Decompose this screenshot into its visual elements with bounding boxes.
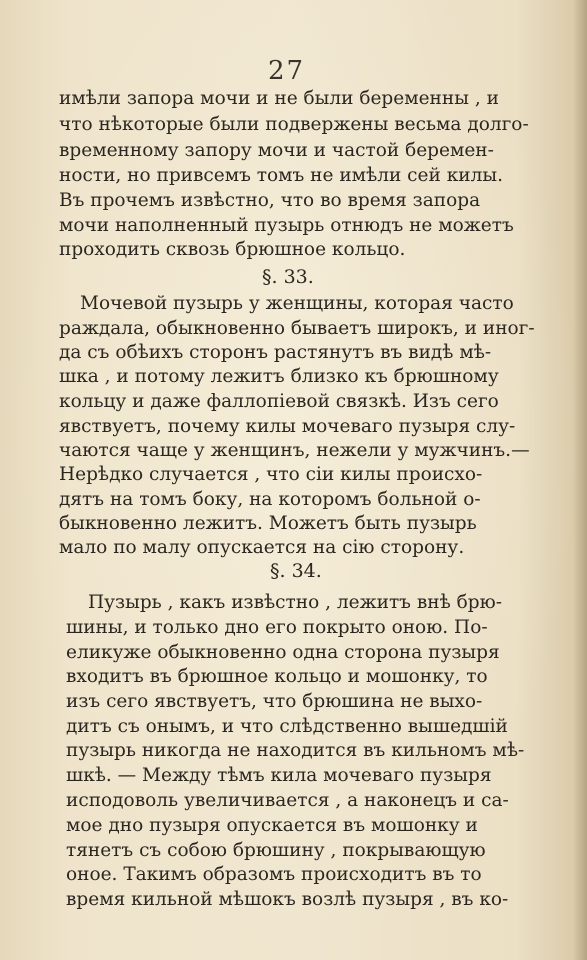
text-line: шины, и только дно его покрыто оною. По- xyxy=(66,617,488,638)
text-line: входитъ въ брюшное кольцо и мошонку, то xyxy=(66,666,488,687)
text-line: да съ обѣихъ сторонъ растянутъ въ видѣ мѣ- xyxy=(59,342,492,363)
text-line: изъ сего явствуетъ, что брюшина не выхо- xyxy=(66,691,483,712)
text-line: шкѣ. — Между тѣмъ кила мочеваго пузыря xyxy=(66,765,492,786)
text-line: Пузырь , какъ извѣстно , лежитъ внѣ брю- xyxy=(88,592,502,613)
text-line: быкновенно лежитъ. Можетъ быть пузырь xyxy=(59,513,477,534)
text-line: время кильной мѣшокъ возлѣ пузыря , въ ко- xyxy=(66,889,509,910)
text-line: чаются чаще у женщинъ, нежели у мужчинъ.— xyxy=(59,440,530,461)
text-line: мое дно пузыря опускается въ мошонку и xyxy=(66,815,478,836)
text-line: Нерѣдко случается , что сіи килы происхо- xyxy=(59,464,483,485)
text-line: Въ прочемъ извѣстно, что во время запора xyxy=(59,190,481,211)
text-line: Мочевой пузырь у женщины, которая часто xyxy=(80,293,514,314)
text-line: имѣли запора мочи и не были беременны , и xyxy=(59,88,499,109)
text-line: раждала, обыкновенно бываетъ широкъ, и иног- xyxy=(59,318,535,339)
text-line: мочи наполненный пузырь отнюдъ не можетъ xyxy=(59,215,514,236)
text-line: дятъ на томъ боку, на которомъ больной о- xyxy=(59,489,481,510)
text-line: шка , и потому лежитъ близко къ брюшному xyxy=(59,366,499,387)
text-line: тянетъ съ собою брюшину , покрывающую xyxy=(66,840,486,861)
text-line: пузырь никогда не находится въ кильномъ мѣ- xyxy=(66,740,525,761)
text-line: явствуетъ, почему килы мочеваго пузыря слу- xyxy=(59,416,516,437)
section-heading-33: §. 33. xyxy=(262,266,314,288)
text-line: проходить сквозь брюшное кольцо. xyxy=(59,239,406,260)
text-line: еликуже обыкновенно одна сторона пузыря xyxy=(66,642,500,663)
text-line: мало по малу опускается на сію сторону. xyxy=(59,537,465,558)
text-line: исподоволь увеличивается , а наконецъ и са- xyxy=(66,790,509,811)
text-line: кольцу и даже фаллопіевой связкѣ. Изъ сего xyxy=(59,391,499,412)
page-edge-shadow xyxy=(573,0,587,960)
text-line: оное. Такимъ образомъ происходитъ въ то xyxy=(66,864,482,885)
text-line: дитъ съ онымъ, и что слѣдственно вышедшій xyxy=(66,716,508,737)
section-heading-34: §. 34. xyxy=(270,560,322,582)
text-line: ности, но привсемъ томъ не имѣли сей килы. xyxy=(59,165,503,186)
page-number: 27 xyxy=(268,56,306,86)
text-line: временному запору мочи и частой беремен- xyxy=(59,140,494,161)
text-line: что нѣкоторые были подвержены весьма долго- xyxy=(59,114,529,135)
